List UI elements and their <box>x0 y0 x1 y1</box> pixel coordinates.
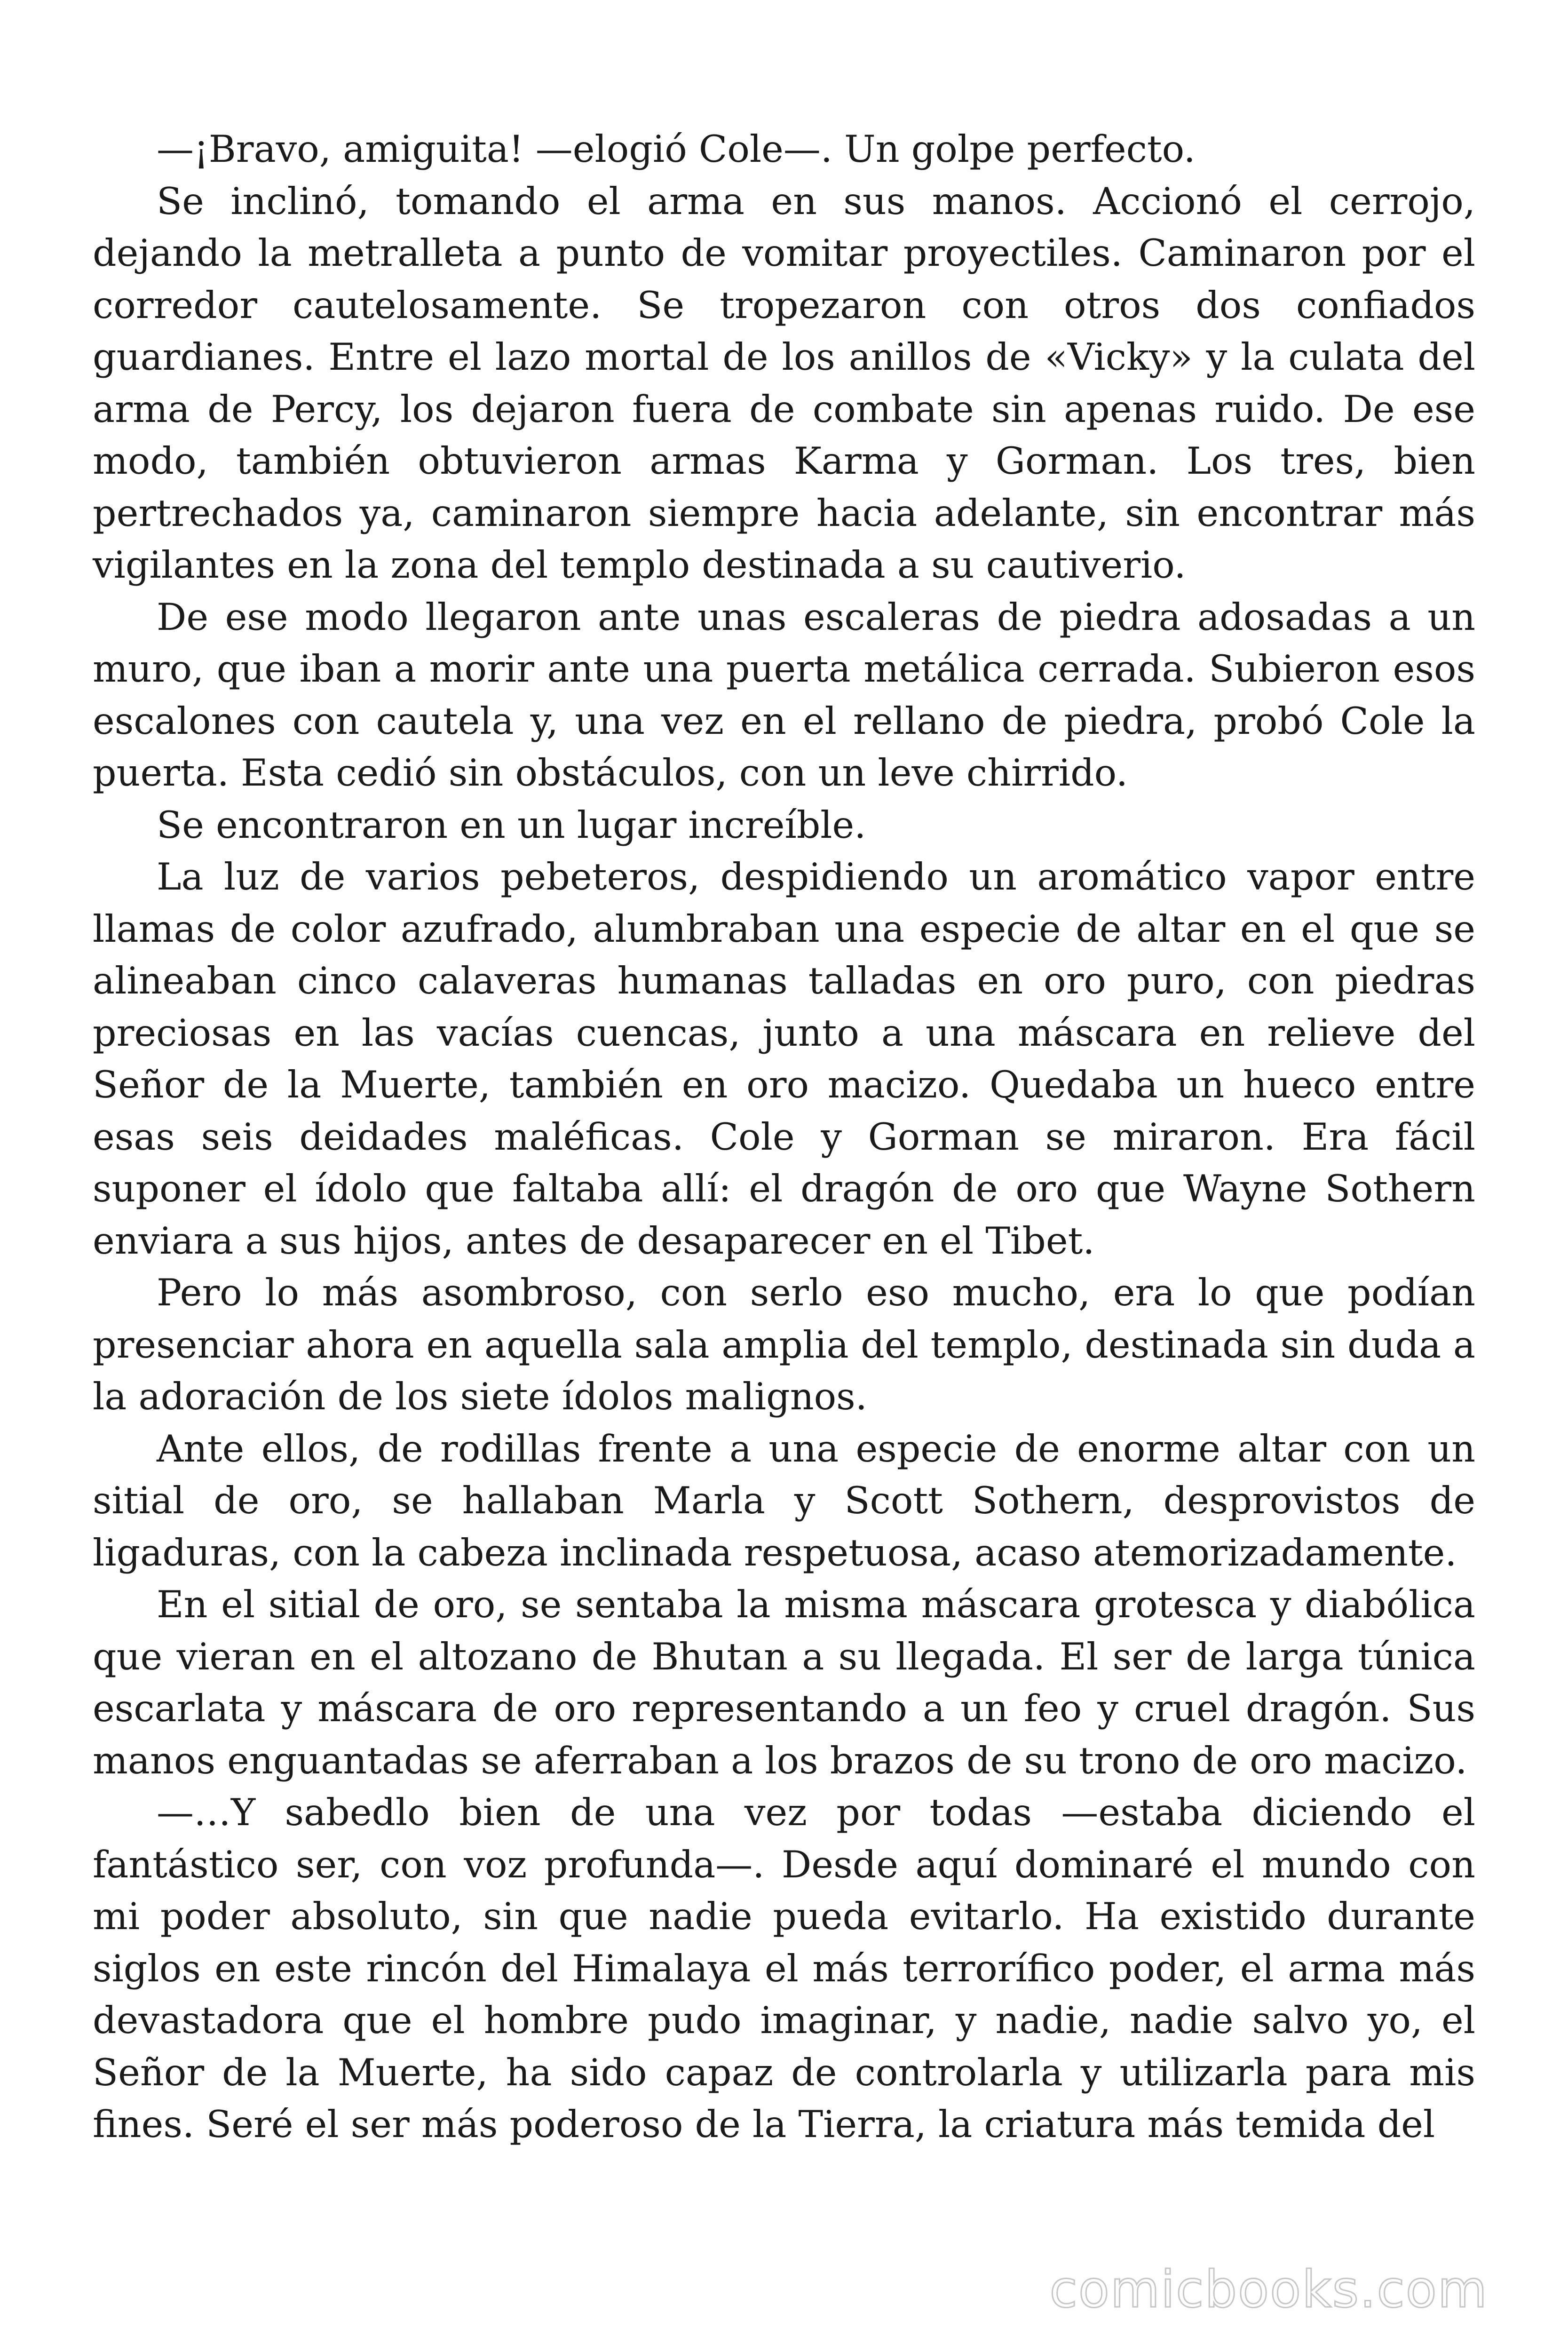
paragraph-6: Pero lo más asombroso, con serlo eso mucho, era lo que podían presenciar ahora en aquella sala amplia del templo, destinada sin duda a la adoración de los siete ídolos malignos. <box>93 1271 1475 1418</box>
paragraph-1: —¡Bravo, amiguita! —elogió Cole—. Un golpe perfecto. <box>157 127 1196 171</box>
paragraph-8: En el sitial de oro, se sentaba la misma máscara grotesca y diabólica que vieran en el altozano de Bhutan a su llegada. El ser de larga túnica escarlata y máscara de oro representando a un feo y cruel dragón. Sus manos enguantadas se aferraban a los brazos de su trono de oro macizo. <box>93 1583 1475 1782</box>
paragraph-2: Se inclinó, tomando el arma en sus manos. Accionó el cerrojo, dejando la metralleta a punto de vomitar proyectiles. Caminaron por el corredor cautelosamente. Se tropezaron con otros dos confiados guardianes. Entre el lazo mortal de los anillos de «Vicky» y la culata del arma de Percy, los dejaron fuera de combate sin apenas ruido. De ese modo, también obtuvieron armas Karma y Gorman. Los tres, bien pertrechados ya, caminaron siempre hacia adelante, sin encontrar más vigilantes en la zona del templo destinada a su cautiverio. <box>93 179 1475 587</box>
paragraph-7: Ante ellos, de rodillas frente a una especie de enorme altar con un sitial de oro, se hallaban Marla y Scott Sothern, desprovistos de ligaduras, con la cabeza inclinada respetuosa, acaso atemorizadamente. <box>93 1427 1475 1574</box>
paragraph-5: La luz de varios pebeteros, despidiendo un aromático vapor entre llamas de color azufrado, alumbraban una especie de altar en el que se alineaban cinco calaveras humanas talladas en oro puro, con piedras preciosas en las vacías cuencas, junto a una máscara en relieve del Señor de la Muerte, también en oro macizo. Quedaba un hueco entre esas seis deidades maléficas. Cole y Gorman se miraron. Era fácil suponer el ídolo que faltaba allí: el dragón de oro que Wayne Sothern enviara a sus hijos, antes de desaparecer en el Tibet. <box>93 855 1475 1263</box>
paragraph-4: Se encontraron en un lugar increíble. <box>157 803 866 847</box>
page-body <box>93 123 1475 2151</box>
watermark: comicbooks.com <box>1049 2260 1488 2319</box>
paragraph-9: —…Y sabedlo bien de una vez por todas —estaba diciendo el fantástico ser, con voz profunda—. Desde aquí dominaré el mundo con mi poder absoluto, sin que nadie pueda evitarlo. Ha existido durante siglos en este rincón del Himalaya el más terrorífico poder, el arma más devastadora que el hombre pudo imaginar, y nadie, nadie salvo yo, el Señor de la Muerte, ha sido capaz de controlarla y utilizarla para mis fines. Seré el ser más poderoso de la Tierra, la criatura más temida del <box>93 1791 1475 2146</box>
paragraph-3: De ese modo llegaron ante unas escaleras de piedra adosadas a un muro, que iban a morir ante una puerta metálica cerrada. Subieron esos escalones con cautela y, una vez en el rellano de piedra, probó Cole la puerta. Esta cedió sin obstáculos, con un leve chirrido. <box>93 595 1475 795</box>
